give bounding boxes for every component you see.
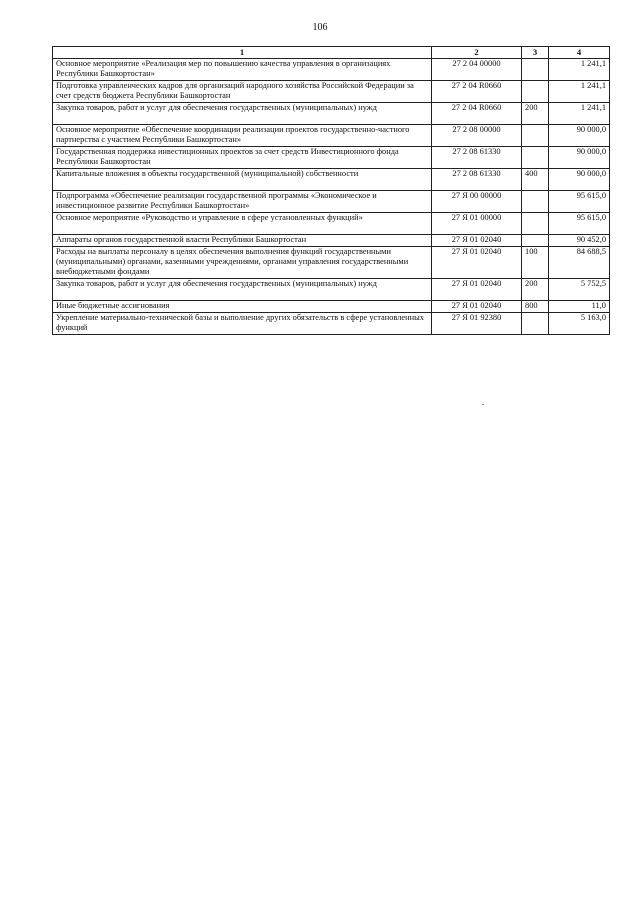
table-row: [53, 247, 610, 279]
row-expense-type: [522, 213, 549, 235]
row-amount: 84 688,5: [549, 247, 610, 279]
row-name: Капитальные вложения в объекты государственной (муниципальной) собственности: [53, 169, 432, 191]
table-row: [53, 301, 610, 313]
row-expense-type: 400: [522, 169, 549, 191]
table-row: [53, 279, 610, 301]
column-header-amount: 4: [549, 47, 610, 59]
row-expense-type: 800: [522, 301, 549, 313]
budget-table: [52, 46, 610, 335]
row-code: 27 Я 01 92380: [432, 313, 522, 335]
table-row: [53, 213, 610, 235]
row-amount: 95 615,0: [549, 213, 610, 235]
row-name: Закупка товаров, работ и услуг для обеспечения государственных (муниципальных) нужд: [53, 103, 432, 125]
table-row: [53, 313, 610, 335]
row-code: 27 2 08 61330: [432, 147, 522, 169]
row-expense-type: [522, 59, 549, 81]
table-row: [53, 103, 610, 125]
column-header-code: 2: [432, 47, 522, 59]
scan-speck: [482, 404, 484, 405]
row-amount: 95 615,0: [549, 191, 610, 213]
row-name: Основное мероприятие «Реализация мер по повышению качества управления в организациях Республики Башкортостан»: [53, 59, 432, 81]
table-header-row: [53, 47, 610, 59]
row-name: Основное мероприятие «Руководство и управление в сфере установленных функций»: [53, 213, 432, 235]
row-name: Подготовка управленческих кадров для организаций народного хозяйства Российской Федерации за счет средств бюджета Республики Башкортостан: [53, 81, 432, 103]
row-amount: 90 452,0: [549, 235, 610, 247]
column-header-expense-type: 3: [522, 47, 549, 59]
row-expense-type: [522, 235, 549, 247]
table-row: [53, 147, 610, 169]
row-code: 27 Я 01 02040: [432, 247, 522, 279]
row-name: Подпрограмма «Обеспечение реализации государственной программы «Экономическое и инвестиционное развитие Республики Башкортостан»: [53, 191, 432, 213]
row-code: 27 Я 01 02040: [432, 235, 522, 247]
row-expense-type: [522, 81, 549, 103]
row-code: 27 2 08 00000: [432, 125, 522, 147]
row-amount: 1 241,1: [549, 59, 610, 81]
row-code: 27 Я 01 00000: [432, 213, 522, 235]
row-name: Аппараты органов государственной власти Республики Башкортостан: [53, 235, 432, 247]
row-name: Закупка товаров, работ и услуг для обеспечения государственных (муниципальных) нужд: [53, 279, 432, 301]
row-expense-type: [522, 125, 549, 147]
table-row: [53, 59, 610, 81]
row-code: 27 2 04 R0660: [432, 103, 522, 125]
row-amount: 1 241,1: [549, 103, 610, 125]
row-name: Расходы на выплаты персоналу в целях обеспечения выполнения функций государственными (муниципальными) органами, казенными учреждениями, органами управления государственными внебюджетными фондами: [53, 247, 432, 279]
row-name: Государственная поддержка инвестиционных проектов за счет средств Инвестиционного фонда Республики Башкортостан: [53, 147, 432, 169]
row-code: 27 2 04 00000: [432, 59, 522, 81]
table-row: [53, 125, 610, 147]
table-row: [53, 191, 610, 213]
row-name: Основное мероприятие «Обеспечение координации реализации проектов государственно-частного партнерства с участием Республики Башкортостан»: [53, 125, 432, 147]
row-expense-type: 100: [522, 247, 549, 279]
row-amount: 11,0: [549, 301, 610, 313]
row-amount: 90 000,0: [549, 147, 610, 169]
row-code: 27 Я 01 02040: [432, 301, 522, 313]
row-amount: 5 163,0: [549, 313, 610, 335]
row-amount: 90 000,0: [549, 125, 610, 147]
row-code: 27 Я 00 00000: [432, 191, 522, 213]
row-amount: 5 752,5: [549, 279, 610, 301]
table-row: [53, 235, 610, 247]
row-amount: 1 241,1: [549, 81, 610, 103]
row-expense-type: 200: [522, 103, 549, 125]
row-expense-type: [522, 191, 549, 213]
row-expense-type: [522, 313, 549, 335]
table-row: [53, 81, 610, 103]
row-amount: 90 000,0: [549, 169, 610, 191]
row-name: Иные бюджетные ассигнования: [53, 301, 432, 313]
row-code: 27 Я 01 02040: [432, 279, 522, 301]
row-expense-type: 200: [522, 279, 549, 301]
table-row: [53, 169, 610, 191]
row-code: 27 2 04 R0660: [432, 81, 522, 103]
row-code: 27 2 08 61330: [432, 169, 522, 191]
page-number: 106: [312, 22, 328, 33]
row-name: Укрепление материально-технической базы и выполнение других обязательств в сфере установленных функций: [53, 313, 432, 335]
row-expense-type: [522, 147, 549, 169]
column-header-name: 1: [53, 47, 432, 59]
